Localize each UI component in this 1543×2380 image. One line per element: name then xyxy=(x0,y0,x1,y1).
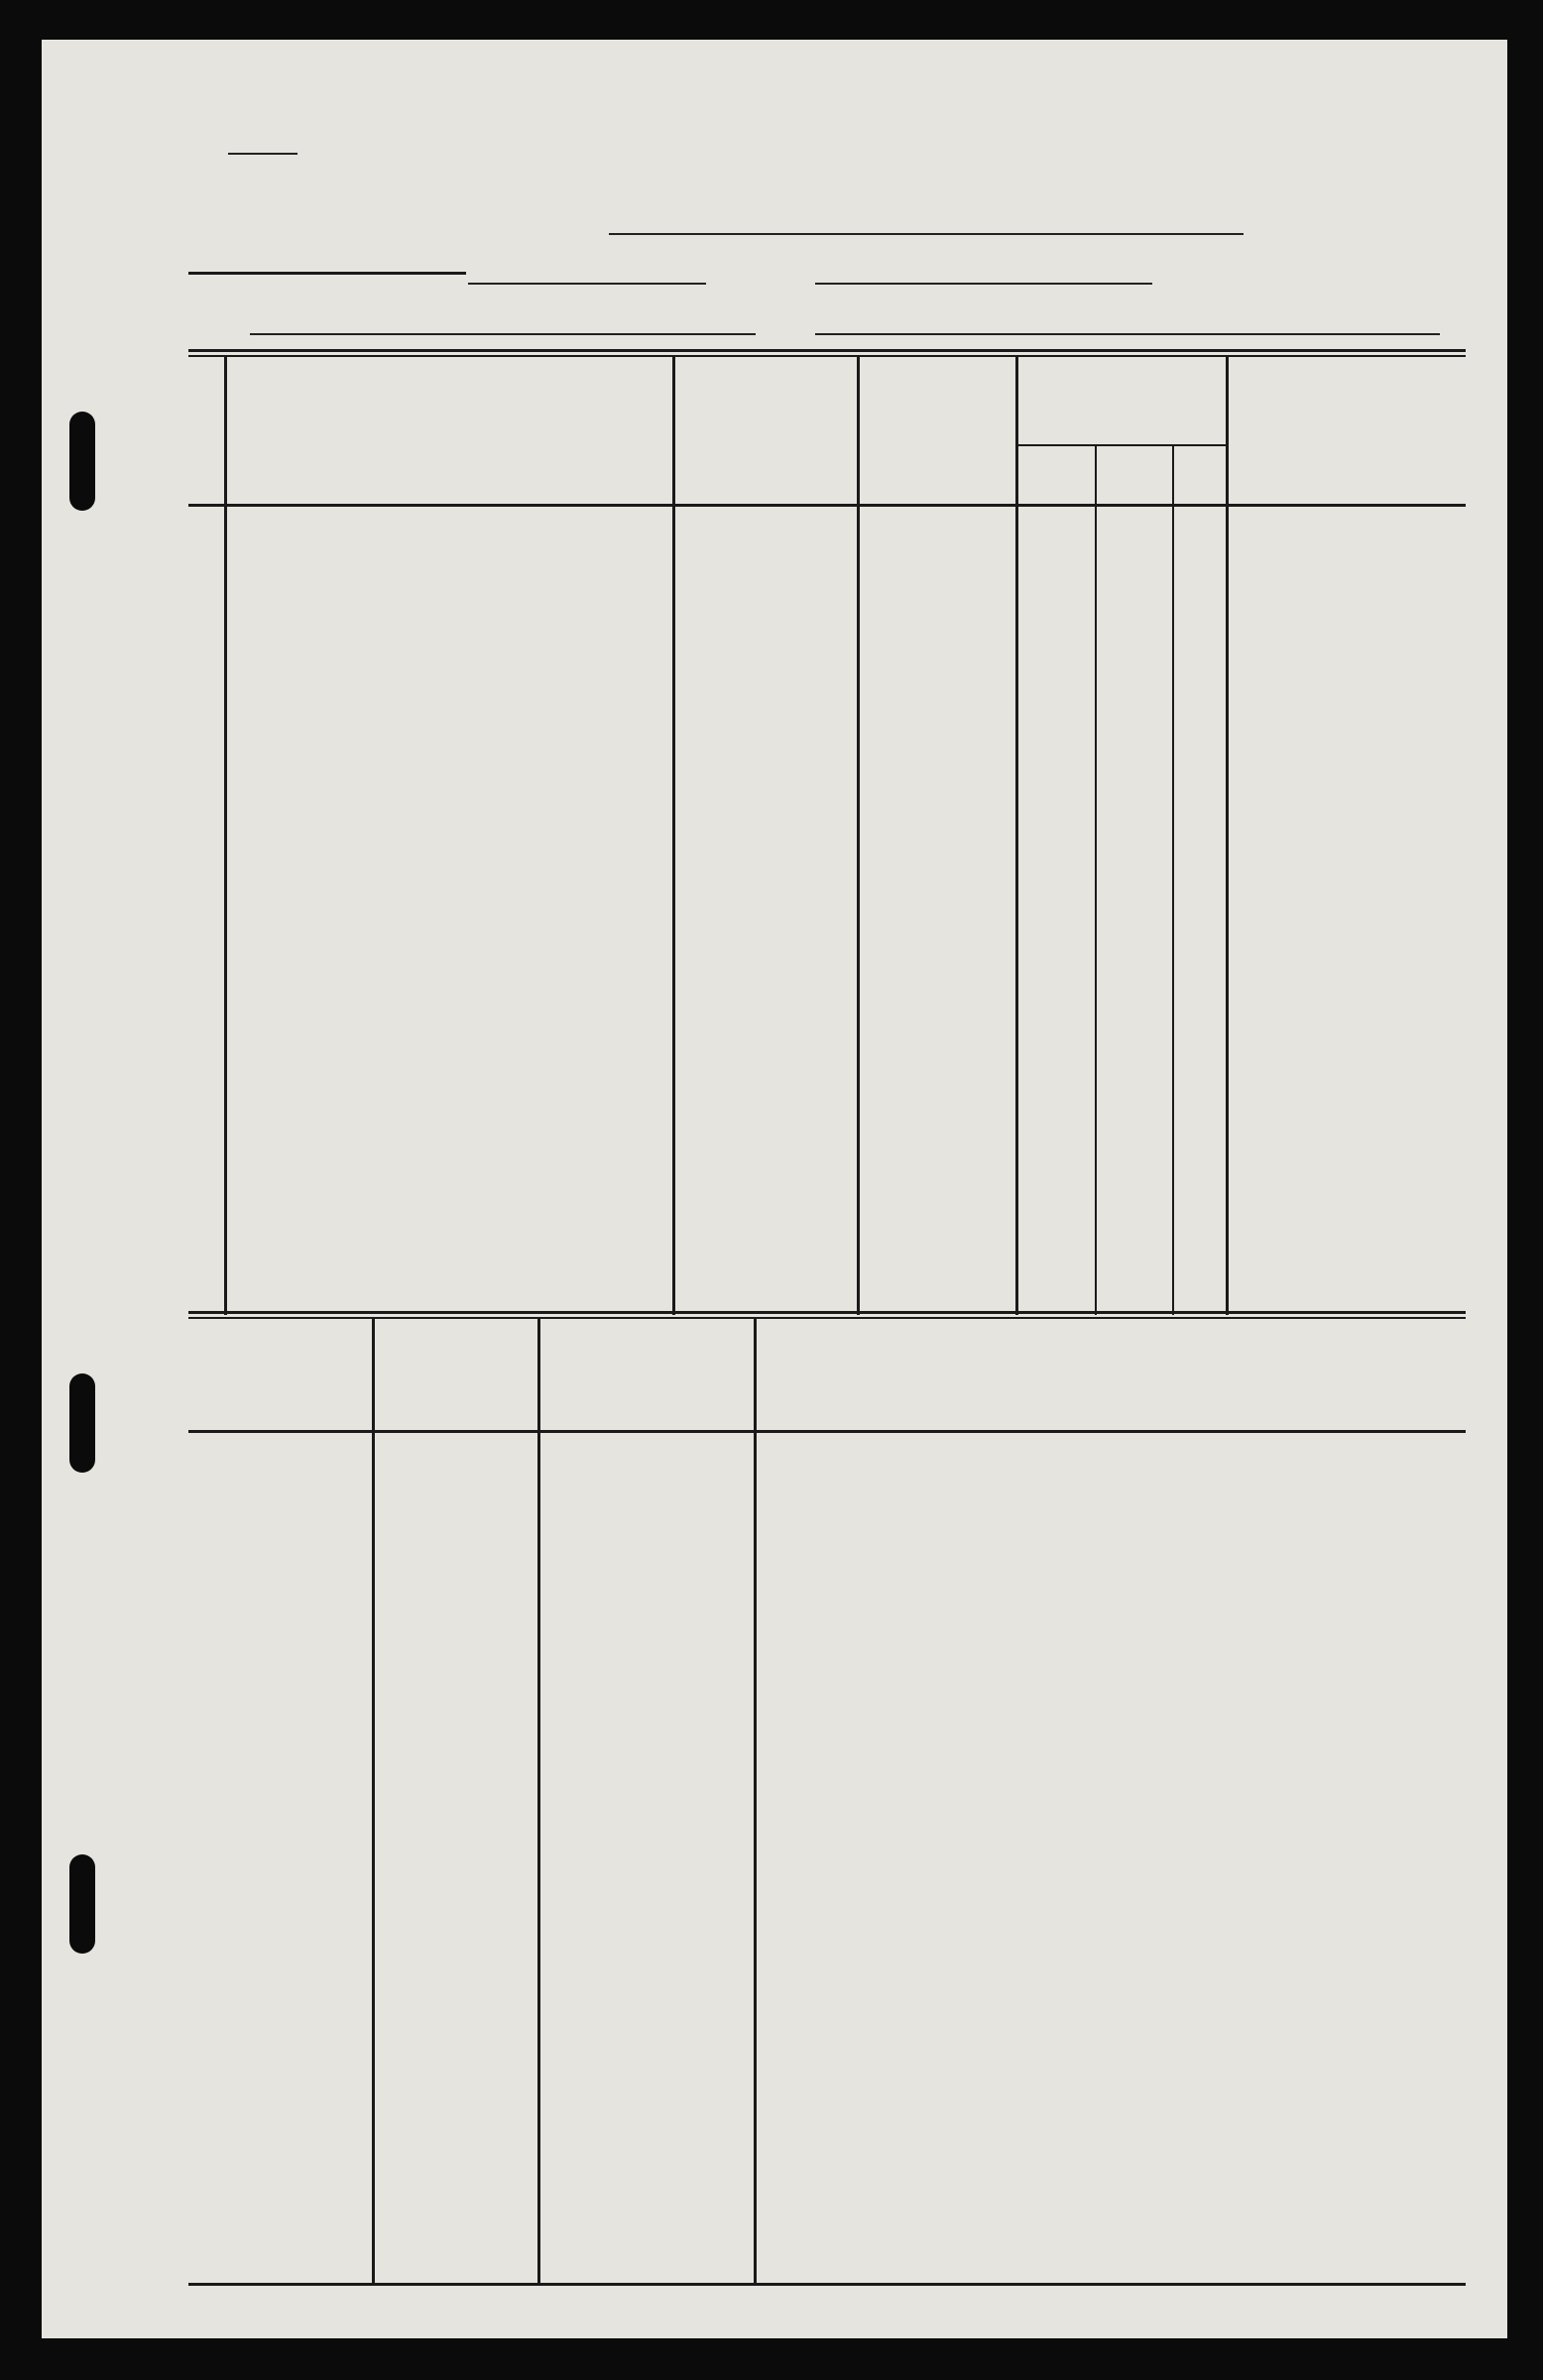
underline xyxy=(468,283,706,285)
underline xyxy=(228,153,297,155)
column-rule xyxy=(1172,444,1174,1315)
underline xyxy=(250,333,756,335)
strike-through xyxy=(188,272,466,275)
column-rule xyxy=(1226,355,1229,1315)
column-rule xyxy=(754,1319,757,2286)
column-rule xyxy=(1015,355,1018,1315)
table-rule xyxy=(188,349,1466,352)
table-rule xyxy=(188,1317,1466,1319)
binder-hole xyxy=(69,1373,95,1473)
column-rule xyxy=(372,1319,375,2286)
table-rule xyxy=(188,355,1466,357)
table-rule xyxy=(188,504,1466,507)
form-sheet xyxy=(42,40,1507,2338)
underline xyxy=(609,233,1244,235)
binder-hole xyxy=(69,1854,95,1954)
binder-hole xyxy=(69,412,95,511)
column-rule xyxy=(857,355,860,1315)
column-rule xyxy=(537,1319,540,2286)
underline xyxy=(815,333,1440,335)
underline xyxy=(815,283,1152,285)
column-rule xyxy=(672,355,675,1315)
column-rule xyxy=(1095,444,1097,1315)
table-rule xyxy=(188,1311,1466,1314)
table-rule xyxy=(188,2283,1466,2286)
table-rule xyxy=(188,1430,1466,1433)
table-rule xyxy=(1015,444,1226,446)
column-rule xyxy=(224,355,227,1315)
